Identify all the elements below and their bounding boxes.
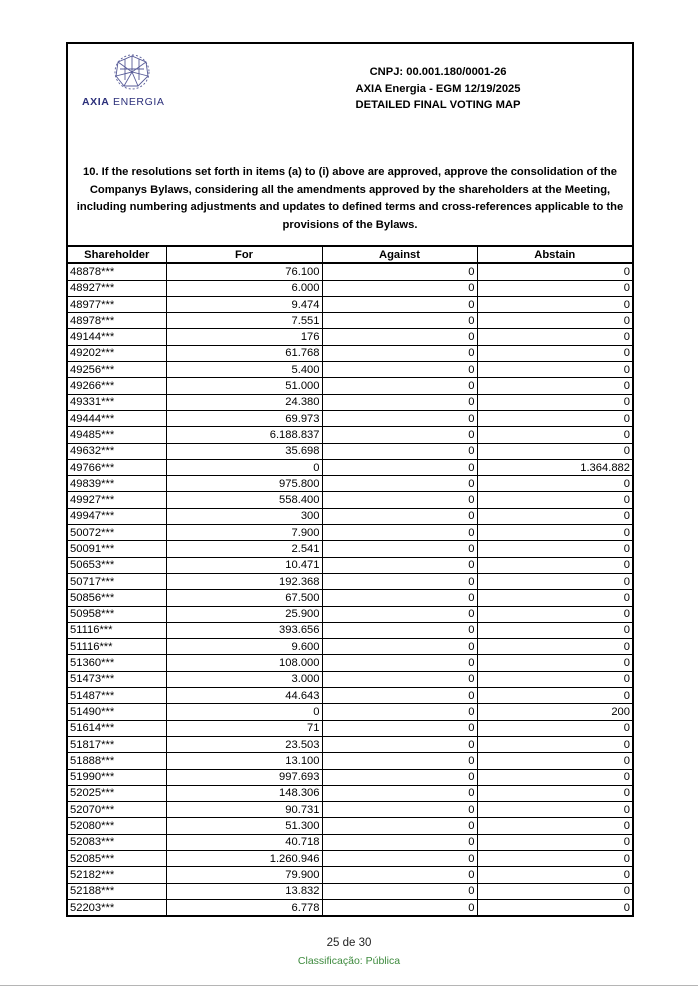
- abstain-cell: 200: [477, 704, 633, 720]
- for-cell: 51.300: [166, 818, 322, 834]
- abstain-cell: 0: [477, 785, 633, 801]
- against-cell: 0: [322, 508, 477, 524]
- for-cell: 10.471: [166, 557, 322, 573]
- shareholder-cell: 49927***: [67, 492, 166, 508]
- table-row: [67, 378, 633, 394]
- table-row: [67, 639, 633, 655]
- table-row: [67, 785, 633, 801]
- table-row: [67, 769, 633, 785]
- table-row: [67, 443, 633, 459]
- abstain-cell: 0: [477, 867, 633, 883]
- shareholder-cell: 51990***: [67, 769, 166, 785]
- for-cell: 300: [166, 508, 322, 524]
- abstain-cell: 0: [477, 899, 633, 916]
- column-header-for: For: [166, 246, 322, 263]
- against-cell: 0: [322, 263, 477, 280]
- abstain-cell: 0: [477, 753, 633, 769]
- shareholder-cell: 49947***: [67, 508, 166, 524]
- against-cell: 0: [322, 573, 477, 589]
- for-cell: 558.400: [166, 492, 322, 508]
- against-cell: 0: [322, 785, 477, 801]
- abstain-cell: 0: [477, 606, 633, 622]
- classification-label: Classificação: Pública: [297, 955, 401, 967]
- for-cell: 79.900: [166, 867, 322, 883]
- against-cell: 0: [322, 704, 477, 720]
- against-cell: 0: [322, 834, 477, 850]
- table-row: [67, 329, 633, 345]
- against-cell: 0: [322, 818, 477, 834]
- meeting-line: AXIA Energia - EGM 12/19/2025: [355, 82, 521, 95]
- against-cell: 0: [322, 867, 477, 883]
- against-cell: 0: [322, 410, 477, 426]
- table-row: [67, 834, 633, 850]
- table-row: [67, 704, 633, 720]
- against-cell: 0: [322, 394, 477, 410]
- against-cell: 0: [322, 899, 477, 916]
- for-cell: 6.000: [166, 280, 322, 296]
- for-cell: 997.693: [166, 769, 322, 785]
- abstain-cell: 0: [477, 313, 633, 329]
- shareholder-cell: 51888***: [67, 753, 166, 769]
- table-row: [67, 459, 633, 475]
- document-title: DETAILED FINAL VOTING MAP: [355, 99, 521, 111]
- shareholder-cell: 52083***: [67, 834, 166, 850]
- abstain-cell: 0: [477, 720, 633, 736]
- shareholder-cell: 51473***: [67, 671, 166, 687]
- table-row: [67, 525, 633, 541]
- table-row: [67, 688, 633, 704]
- for-cell: 25.900: [166, 606, 322, 622]
- for-cell: 13.832: [166, 883, 322, 899]
- shareholder-cell: 51360***: [67, 655, 166, 671]
- shareholder-cell: 52203***: [67, 899, 166, 916]
- shareholder-cell: 51116***: [67, 622, 166, 638]
- against-cell: 0: [322, 329, 477, 345]
- against-cell: 0: [322, 362, 477, 378]
- for-cell: 1.260.946: [166, 850, 322, 866]
- against-cell: 0: [322, 850, 477, 866]
- shareholder-cell: 48978***: [67, 313, 166, 329]
- against-cell: 0: [322, 736, 477, 752]
- abstain-cell: 0: [477, 280, 633, 296]
- against-cell: 0: [322, 883, 477, 899]
- voting-table: [66, 245, 634, 917]
- abstain-cell: 0: [477, 883, 633, 899]
- abstain-cell: 0: [477, 688, 633, 704]
- for-cell: 0: [166, 704, 322, 720]
- document-header: [258, 64, 618, 114]
- table-row: [67, 313, 633, 329]
- abstain-cell: 0: [477, 622, 633, 638]
- column-header-abstain: Abstain: [477, 246, 633, 263]
- against-cell: 0: [322, 492, 477, 508]
- shareholder-cell: 52182***: [67, 867, 166, 883]
- abstain-cell: 0: [477, 557, 633, 573]
- against-cell: 0: [322, 606, 477, 622]
- for-cell: 7.551: [166, 313, 322, 329]
- abstain-cell: 0: [477, 802, 633, 818]
- table-row: [67, 671, 633, 687]
- abstain-cell: 1.364.882: [477, 459, 633, 475]
- against-cell: 0: [322, 345, 477, 361]
- shareholder-cell: 50653***: [67, 557, 166, 573]
- for-cell: 69.973: [166, 410, 322, 426]
- abstain-cell: 0: [477, 427, 633, 443]
- against-cell: 0: [322, 313, 477, 329]
- for-cell: 975.800: [166, 476, 322, 492]
- cnpj-line: CNPJ: 00.001.180/0001-26: [369, 66, 507, 78]
- shareholder-cell: 48927***: [67, 280, 166, 296]
- abstain-cell: 0: [477, 834, 633, 850]
- for-cell: 3.000: [166, 671, 322, 687]
- for-cell: 61.768: [166, 345, 322, 361]
- against-cell: 0: [322, 802, 477, 818]
- abstain-cell: 0: [477, 492, 633, 508]
- table-row: [67, 867, 633, 883]
- table-row: [67, 606, 633, 622]
- table-row: [67, 427, 633, 443]
- table-row: [67, 492, 633, 508]
- shareholder-cell: 50856***: [67, 590, 166, 606]
- abstain-cell: 0: [477, 671, 633, 687]
- against-cell: 0: [322, 688, 477, 704]
- shareholder-cell: 48878***: [67, 263, 166, 280]
- table-row: [67, 590, 633, 606]
- for-cell: 7.900: [166, 525, 322, 541]
- shareholder-cell: 51614***: [67, 720, 166, 736]
- abstain-cell: 0: [477, 736, 633, 752]
- shareholder-cell: 51116***: [67, 639, 166, 655]
- abstain-cell: 0: [477, 443, 633, 459]
- table-row: [67, 508, 633, 524]
- for-cell: 9.600: [166, 639, 322, 655]
- against-cell: 0: [322, 753, 477, 769]
- shareholder-cell: 49266***: [67, 378, 166, 394]
- against-cell: 0: [322, 296, 477, 312]
- shareholder-cell: 49839***: [67, 476, 166, 492]
- table-row: [67, 573, 633, 589]
- table-row: [67, 280, 633, 296]
- abstain-cell: 0: [477, 818, 633, 834]
- shareholder-cell: 49144***: [67, 329, 166, 345]
- for-cell: 90.731: [166, 802, 322, 818]
- abstain-cell: 0: [477, 263, 633, 280]
- resolution-text: 10. If the resolutions set forth in items (a) to (i) above are approved, approve the consolidation of the Companys Bylaws, considering all the amendments approved by the shareholders at the Meeting, including numbering adjustments and updates to defined terms and cross-references applicable to the provisions of the Bylaws.: [76, 166, 624, 231]
- table-row: [67, 362, 633, 378]
- shareholder-cell: 49485***: [67, 427, 166, 443]
- table-row: [67, 296, 633, 312]
- for-cell: 393.656: [166, 622, 322, 638]
- table-row: [67, 394, 633, 410]
- table-row: [67, 883, 633, 899]
- shareholder-cell: 49632***: [67, 443, 166, 459]
- against-cell: 0: [322, 378, 477, 394]
- for-cell: 35.698: [166, 443, 322, 459]
- against-cell: 0: [322, 639, 477, 655]
- for-cell: 5.400: [166, 362, 322, 378]
- abstain-cell: 0: [477, 573, 633, 589]
- against-cell: 0: [322, 459, 477, 475]
- table-row: [67, 899, 633, 916]
- against-cell: 0: [322, 476, 477, 492]
- against-cell: 0: [322, 655, 477, 671]
- for-cell: 24.380: [166, 394, 322, 410]
- for-cell: 9.474: [166, 296, 322, 312]
- for-cell: 76.100: [166, 263, 322, 280]
- shareholder-cell: 52025***: [67, 785, 166, 801]
- abstain-cell: 0: [477, 769, 633, 785]
- table-row: [67, 655, 633, 671]
- for-cell: 71: [166, 720, 322, 736]
- abstain-cell: 0: [477, 362, 633, 378]
- against-cell: 0: [322, 427, 477, 443]
- table-row: [67, 753, 633, 769]
- abstain-cell: 0: [477, 541, 633, 557]
- abstain-cell: 0: [477, 590, 633, 606]
- for-cell: 108.000: [166, 655, 322, 671]
- table-row: [67, 410, 633, 426]
- against-cell: 0: [322, 525, 477, 541]
- shareholder-cell: 49444***: [67, 410, 166, 426]
- table-row: [67, 541, 633, 557]
- for-cell: 192.368: [166, 573, 322, 589]
- shareholder-cell: 50091***: [67, 541, 166, 557]
- for-cell: 40.718: [166, 834, 322, 850]
- shareholder-cell: 52070***: [67, 802, 166, 818]
- for-cell: 176: [166, 329, 322, 345]
- table-row: [67, 736, 633, 752]
- against-cell: 0: [322, 557, 477, 573]
- shareholder-cell: 49766***: [67, 459, 166, 475]
- company-logo-text: AXIA ENERGIA: [82, 96, 165, 108]
- table-row: [67, 622, 633, 638]
- abstain-cell: 0: [477, 394, 633, 410]
- for-cell: 6.778: [166, 899, 322, 916]
- page-bottom-divider: [0, 985, 698, 986]
- shareholder-cell: 50958***: [67, 606, 166, 622]
- shareholder-cell: 51490***: [67, 704, 166, 720]
- abstain-cell: 0: [477, 655, 633, 671]
- abstain-cell: 0: [477, 378, 633, 394]
- table-row: [67, 345, 633, 361]
- table-row: [67, 802, 633, 818]
- shareholder-cell: 50717***: [67, 573, 166, 589]
- against-cell: 0: [322, 622, 477, 638]
- for-cell: 148.306: [166, 785, 322, 801]
- shareholder-cell: 52085***: [67, 850, 166, 866]
- against-cell: 0: [322, 671, 477, 687]
- against-cell: 0: [322, 541, 477, 557]
- table-row: [67, 818, 633, 834]
- against-cell: 0: [322, 720, 477, 736]
- header-frame: [66, 42, 634, 246]
- table-header-row: [67, 246, 633, 263]
- abstain-cell: 0: [477, 476, 633, 492]
- shareholder-cell: 50072***: [67, 525, 166, 541]
- abstain-cell: 0: [477, 508, 633, 524]
- column-header-against: Against: [322, 246, 477, 263]
- against-cell: 0: [322, 443, 477, 459]
- against-cell: 0: [322, 769, 477, 785]
- shareholder-cell: 51487***: [67, 688, 166, 704]
- table-row: [67, 476, 633, 492]
- abstain-cell: 0: [477, 639, 633, 655]
- column-header-shareholder: Shareholder: [67, 246, 166, 263]
- table-row: [67, 720, 633, 736]
- for-cell: 6.188.837: [166, 427, 322, 443]
- abstain-cell: 0: [477, 329, 633, 345]
- against-cell: 0: [322, 280, 477, 296]
- shareholder-cell: 52080***: [67, 818, 166, 834]
- for-cell: 2.541: [166, 541, 322, 557]
- shareholder-cell: 48977***: [67, 296, 166, 312]
- against-cell: 0: [322, 590, 477, 606]
- for-cell: 67.500: [166, 590, 322, 606]
- abstain-cell: 0: [477, 525, 633, 541]
- table-row: [67, 557, 633, 573]
- shareholder-cell: 51817***: [67, 736, 166, 752]
- for-cell: 13.100: [166, 753, 322, 769]
- for-cell: 51.000: [166, 378, 322, 394]
- for-cell: 44.643: [166, 688, 322, 704]
- abstain-cell: 0: [477, 850, 633, 866]
- table-row: [67, 263, 633, 280]
- shareholder-cell: 49256***: [67, 362, 166, 378]
- for-cell: 0: [166, 459, 322, 475]
- shareholder-cell: 52188***: [67, 883, 166, 899]
- page-number: 25 de 30: [326, 937, 372, 949]
- for-cell: 23.503: [166, 736, 322, 752]
- shareholder-cell: 49331***: [67, 394, 166, 410]
- table-row: [67, 850, 633, 866]
- shareholder-cell: 49202***: [67, 345, 166, 361]
- abstain-cell: 0: [477, 296, 633, 312]
- abstain-cell: 0: [477, 345, 633, 361]
- abstain-cell: 0: [477, 410, 633, 426]
